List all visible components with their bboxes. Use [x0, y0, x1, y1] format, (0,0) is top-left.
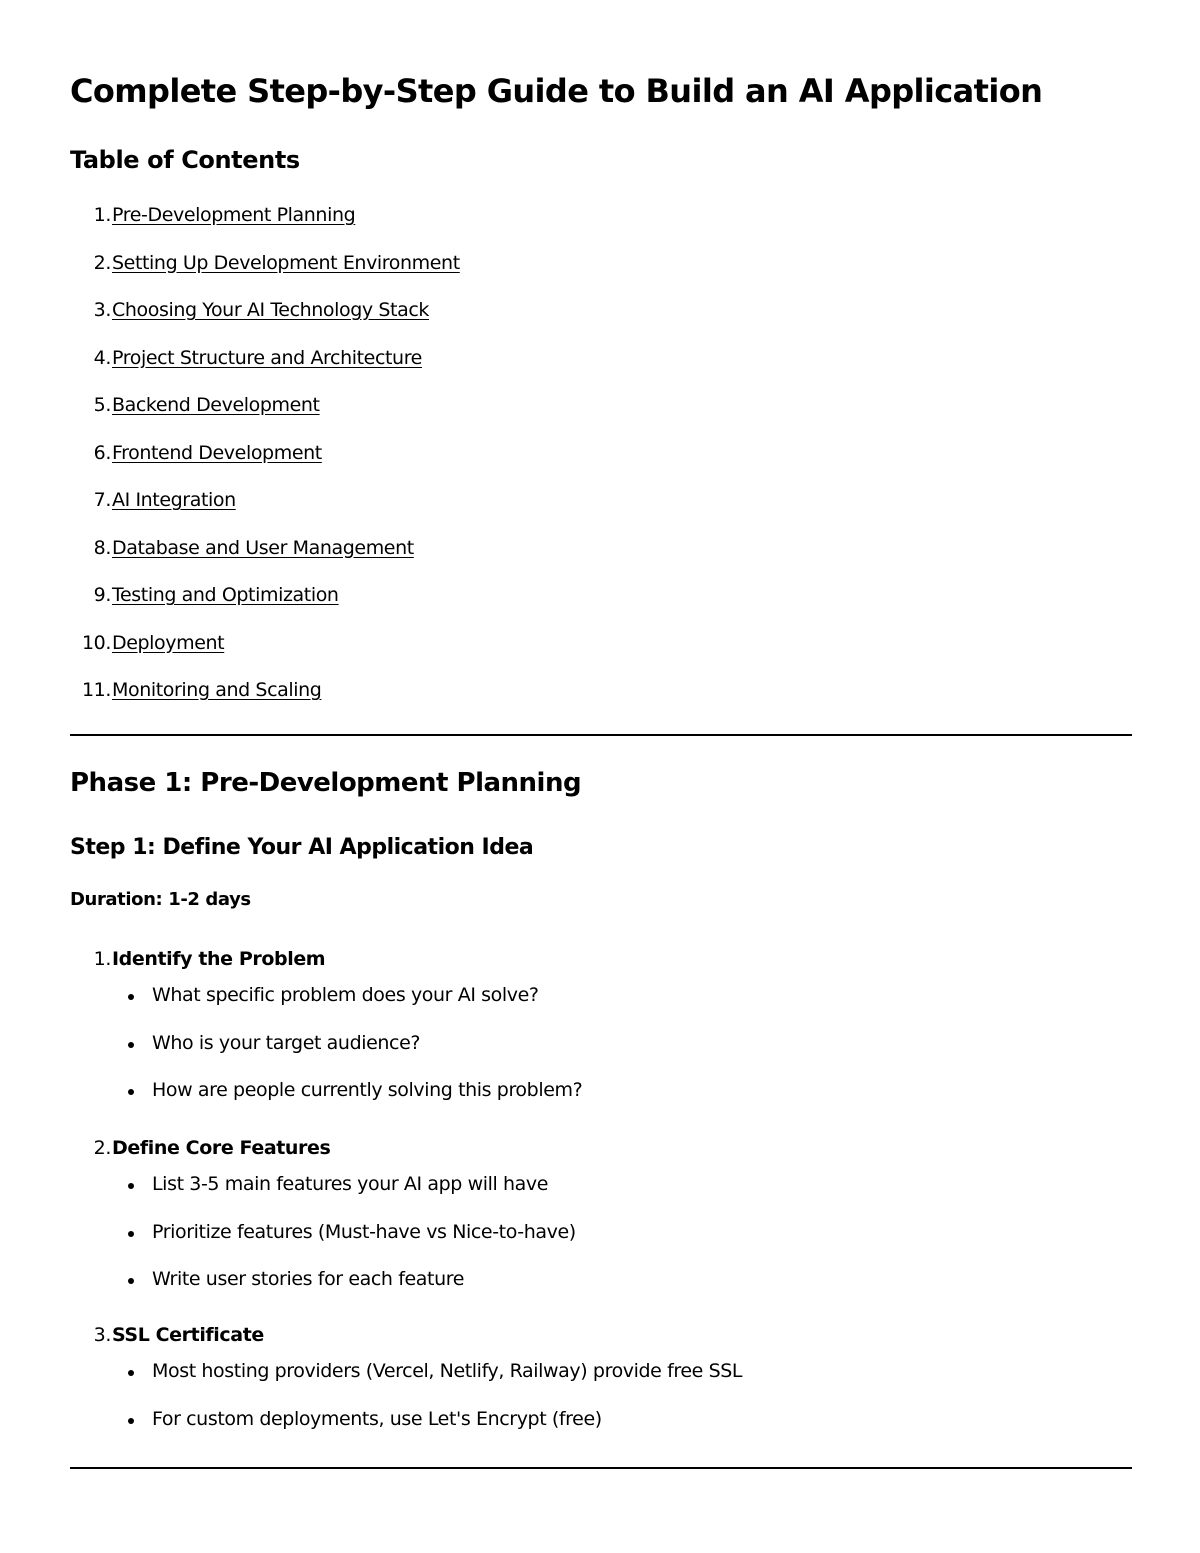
task-title-text: Identify the Problem [112, 948, 326, 970]
toc-link-project-structure[interactable]: Project Structure and Architecture [112, 346, 422, 369]
toc-item-number: 7. [93, 489, 111, 511]
toc-item [70, 537, 460, 585]
bullet-list [70, 1360, 1132, 1455]
task-title-text: SSL Certificate [112, 1324, 264, 1346]
toc-item [70, 347, 460, 395]
task-title-text: Define Core Features [112, 1137, 331, 1159]
task-define-core-features [70, 1137, 1132, 1316]
toc-item [70, 632, 460, 680]
toc-item-number: 5. [93, 394, 111, 416]
step-heading: Step 1: Define Your AI Application Idea [70, 835, 534, 860]
bullet-item: Who is your target audience? [70, 1032, 1132, 1080]
bullet-item: Prioritize features (Must-have vs Nice-to-have) [70, 1221, 1132, 1269]
task-title [70, 1137, 1132, 1173]
toc-link-testing-optimization[interactable]: Testing and Optimization [112, 584, 339, 606]
toc-item-number: 4. [93, 346, 111, 369]
toc-item-number: 6. [93, 441, 111, 464]
toc-link-deployment[interactable]: Deployment [112, 631, 225, 654]
section-divider [70, 734, 1132, 736]
task-title [70, 1324, 1132, 1360]
duration-label: Duration: 1-2 days [70, 889, 251, 910]
toc-item-number: 1. [93, 204, 111, 226]
toc-item [70, 204, 460, 252]
toc-link-backend-development[interactable]: Backend Development [112, 394, 320, 416]
toc-link-technology-stack[interactable]: Choosing Your AI Technology Stack [112, 299, 429, 321]
bullet-item: List 3-5 main features your AI app will have [70, 1173, 1132, 1221]
toc-link-frontend-development[interactable]: Frontend Development [112, 441, 322, 464]
bullet-item: For custom deployments, use Let's Encrypt (free) [70, 1408, 1132, 1456]
bullet-item: What specific problem does your AI solve? [70, 984, 1132, 1032]
bullet-list [70, 1173, 1132, 1316]
task-identify-problem [70, 948, 1132, 1127]
toc-heading: Table of Contents [70, 146, 300, 174]
task-ssl-certificate [70, 1324, 1132, 1455]
task-number: 1. [93, 948, 111, 970]
toc-item [70, 679, 460, 727]
toc-item-number: 8. [93, 536, 111, 559]
toc-link-monitoring-scaling[interactable]: Monitoring and Scaling [112, 679, 322, 701]
phase-heading: Phase 1: Pre-Development Planning [70, 768, 582, 798]
table-of-contents [70, 204, 460, 727]
toc-item [70, 584, 460, 632]
toc-item [70, 489, 460, 537]
toc-item [70, 299, 460, 347]
task-number: 3. [93, 1324, 111, 1346]
toc-item [70, 442, 460, 490]
toc-link-development-environment[interactable]: Setting Up Development Environment [112, 251, 460, 274]
toc-item-number: 2. [93, 251, 111, 274]
toc-item-number: 10. [81, 631, 111, 654]
toc-item-number: 3. [93, 299, 111, 321]
toc-link-database-user-management[interactable]: Database and User Management [112, 536, 414, 559]
task-number: 2. [93, 1137, 111, 1159]
page-title: Complete Step-by-Step Guide to Build an AI Application [70, 72, 1043, 110]
toc-item [70, 252, 460, 300]
bullet-item: Write user stories for each feature [70, 1268, 1132, 1316]
toc-link-ai-integration[interactable]: AI Integration [112, 489, 236, 511]
section-divider [70, 1467, 1132, 1469]
bullet-item: Most hosting providers (Vercel, Netlify, Railway) provide free SSL [70, 1360, 1132, 1408]
toc-item [70, 394, 460, 442]
toc-link-pre-development-planning[interactable]: Pre-Development Planning [112, 204, 356, 226]
toc-item-number: 11. [81, 679, 111, 701]
bullet-item: How are people currently solving this problem? [70, 1079, 1132, 1127]
bullet-list [70, 984, 1132, 1127]
task-title [70, 948, 1132, 984]
toc-item-number: 9. [93, 584, 111, 606]
